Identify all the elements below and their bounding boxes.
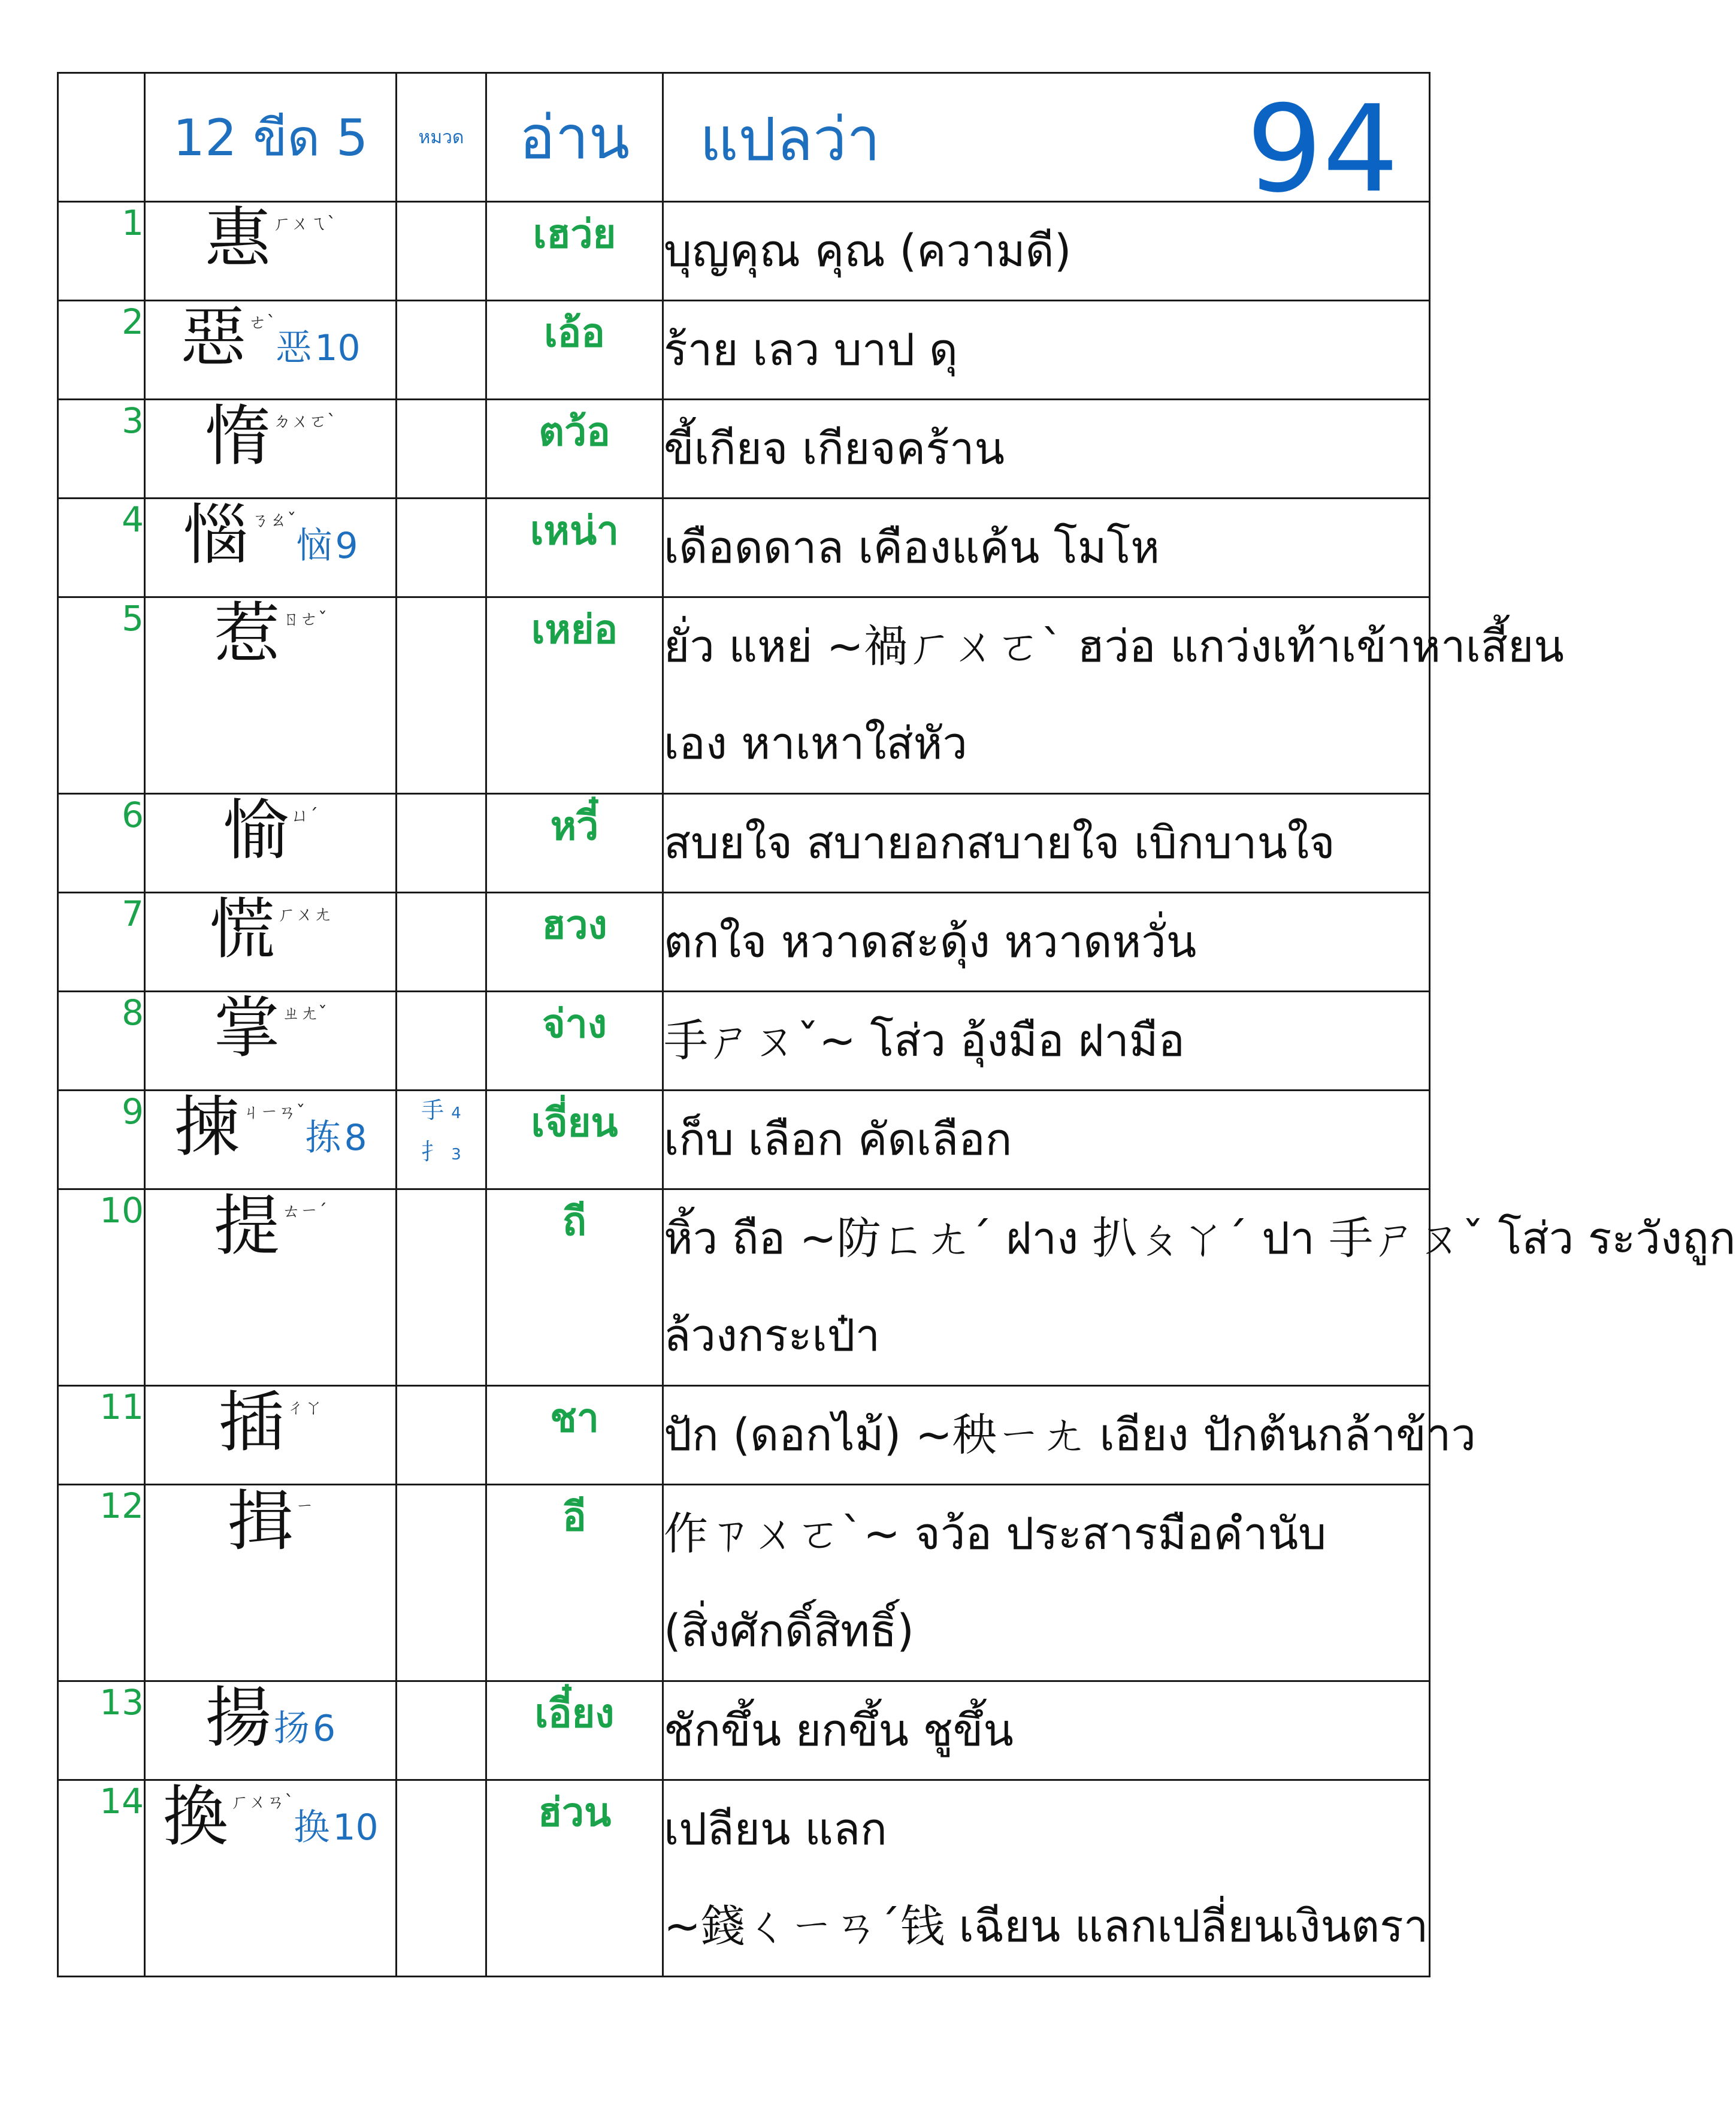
character-cell bbox=[145, 400, 397, 499]
radical-cell bbox=[397, 1386, 486, 1485]
zhuyin: ㄩˊ bbox=[291, 805, 318, 826]
table-row bbox=[58, 202, 1430, 301]
character-cell bbox=[145, 992, 397, 1091]
character-cell bbox=[145, 1386, 397, 1485]
hanzi-char: 插 bbox=[218, 1384, 285, 1461]
header-meaning: แปลว่า bbox=[700, 104, 881, 174]
header-stroke-count: 12 ขีด 5 bbox=[145, 73, 397, 202]
row-number: 3 bbox=[58, 400, 145, 499]
hanzi-char: 惱 bbox=[183, 497, 249, 573]
page-number: 94 bbox=[1246, 80, 1399, 219]
zhuyin: ㄉㄨㄛˋ bbox=[273, 411, 336, 432]
radical-cell bbox=[397, 1681, 486, 1780]
row-number: 5 bbox=[58, 597, 145, 794]
zhuyin: ㄐㄧㄢˇ bbox=[242, 1102, 306, 1123]
meaning-cell bbox=[663, 1189, 1736, 1386]
meaning-text: สบยใจ สบายอกสบายใจ เบิกบานใจ bbox=[664, 817, 1335, 869]
table-row bbox=[58, 1485, 1430, 1681]
meaning-text: ขี้เกียจ เกียจคร้าน bbox=[664, 423, 1005, 475]
row-number: 1 bbox=[58, 202, 145, 301]
radical-cell bbox=[397, 1189, 486, 1386]
hanzi-char: 惰 bbox=[205, 398, 271, 475]
row-number: 9 bbox=[58, 1091, 145, 1189]
table-row bbox=[58, 992, 1430, 1091]
simplified-strokes: 6 bbox=[312, 1708, 336, 1750]
table-row bbox=[58, 1386, 1430, 1485]
table-row bbox=[58, 400, 1430, 499]
radical-cell bbox=[397, 597, 486, 794]
character-cell bbox=[145, 202, 397, 301]
row-number: 11 bbox=[58, 1386, 145, 1485]
zhuyin: ㄊㄧˊ bbox=[282, 1201, 327, 1222]
radical-cell bbox=[397, 499, 486, 597]
character-cell bbox=[145, 499, 397, 597]
radical-cell bbox=[397, 992, 486, 1091]
reading-thai: อี bbox=[486, 1485, 663, 1681]
meaning-text-2: ล้วงกระเป๋า bbox=[664, 1310, 881, 1361]
meaning-text: 手ㄕㄡˇ~ โส่ว อุ้งมือ ฝามือ bbox=[664, 1015, 1185, 1067]
reading-thai: ตว้อ bbox=[486, 400, 663, 499]
simplified-char: 扬 bbox=[273, 1708, 310, 1750]
hanzi-char: 惠 bbox=[205, 200, 271, 277]
header-radical: หมวด bbox=[397, 73, 486, 202]
simplified-strokes: 9 bbox=[335, 525, 358, 567]
zhuyin: ㄔㄚ bbox=[286, 1397, 323, 1418]
character-cell bbox=[145, 1681, 397, 1780]
simplified-strokes: 8 bbox=[344, 1117, 367, 1159]
simplified-strokes: 10 bbox=[332, 1807, 379, 1849]
reading-thai: เอ้อ bbox=[486, 301, 663, 400]
meaning-text-2: เอง หาเหาใส่หัว bbox=[664, 718, 967, 769]
reading-thai: หวี๋ bbox=[486, 794, 663, 893]
table-row bbox=[58, 1681, 1430, 1780]
header-reading: อ่าน bbox=[486, 73, 663, 202]
radical-cell bbox=[397, 1091, 486, 1189]
character-cell bbox=[145, 1189, 397, 1386]
row-number: 6 bbox=[58, 794, 145, 893]
character-cell bbox=[145, 597, 397, 794]
simplified-char: 拣 bbox=[305, 1117, 341, 1159]
meaning-text-2: (สิ่งศักดิ์สิทธิ์) bbox=[664, 1605, 914, 1657]
row-number: 7 bbox=[58, 893, 145, 992]
zhuyin: ㄧ bbox=[295, 1496, 314, 1517]
meaning-cell bbox=[663, 992, 1430, 1091]
reading-thai: เอี๋ยง bbox=[486, 1681, 663, 1780]
meaning-text: เปลียน แลก bbox=[664, 1804, 887, 1855]
reading-thai: เจี่ยน bbox=[486, 1091, 663, 1189]
hanzi-char: 提 bbox=[214, 1188, 280, 1264]
header-meaning-cell bbox=[663, 73, 1430, 219]
table-row bbox=[58, 1189, 1430, 1386]
header-row bbox=[58, 73, 1430, 202]
radical-cell bbox=[397, 202, 486, 301]
radical-cell bbox=[397, 1780, 486, 1977]
meaning-text: ยั่ว แหย่ ~禍ㄏㄨㄛˋ ฮว่อ แกว่งเท้าเข้าหาเสี้ยน bbox=[664, 621, 1564, 672]
vocab-table bbox=[57, 72, 1736, 1977]
row-number: 4 bbox=[58, 499, 145, 597]
reading-thai: เหน่า bbox=[486, 499, 663, 597]
meaning-text: บุญคุณ คุณ (ความดี) bbox=[664, 225, 1072, 277]
meaning-cell bbox=[663, 400, 1430, 499]
zhuyin: ㄜˋ bbox=[249, 312, 276, 333]
radical-main: 手 4 bbox=[421, 1097, 461, 1124]
table-row bbox=[58, 499, 1430, 597]
meaning-cell bbox=[663, 1780, 1430, 1977]
radical-cell bbox=[397, 400, 486, 499]
meaning-text: ปัก (ดอกไม้) ~秧ㄧㄤ เอียง ปักต้นกล้าข้าว bbox=[664, 1409, 1476, 1461]
meaning-cell bbox=[663, 1091, 1430, 1189]
meaning-text: ร้าย เลว บาป ดุ bbox=[664, 324, 958, 376]
zhuyin: ㄏㄨㄢˋ bbox=[231, 1792, 294, 1813]
character-cell bbox=[145, 1485, 397, 1681]
hanzi-char: 惹 bbox=[214, 596, 280, 672]
reading-thai: เฮว่ย bbox=[486, 202, 663, 301]
meaning-text: ชักขึ้น ยกขึ้น ชูขึ้น bbox=[664, 1705, 1014, 1756]
character-cell bbox=[145, 301, 397, 400]
meaning-text: 作ㄗㄨㄛˋ~ จว้อ ประสารมือคำนับ bbox=[664, 1508, 1327, 1560]
simplified-char: 恼 bbox=[296, 525, 332, 567]
simplified-char: 恶 bbox=[276, 327, 312, 369]
character-cell bbox=[145, 1091, 397, 1189]
simplified-strokes: 10 bbox=[314, 327, 361, 369]
row-number: 13 bbox=[58, 1681, 145, 1780]
row-number: 14 bbox=[58, 1780, 145, 1977]
meaning-cell bbox=[663, 1386, 1476, 1485]
meaning-text: เดือดดาล เคืองแค้น โมโห bbox=[664, 522, 1160, 573]
hanzi-char: 愉 bbox=[223, 792, 289, 869]
row-number: 10 bbox=[58, 1189, 145, 1386]
zhuyin: ㄏㄨㄤ bbox=[277, 904, 332, 925]
table-row bbox=[58, 1091, 1430, 1189]
meaning-text: ตกใจ หวาดสะดุ้ง หวาดหวั่น bbox=[664, 916, 1197, 968]
zhuyin: ㄓㄤˇ bbox=[282, 1003, 327, 1024]
radical-alt: 扌 3 bbox=[421, 1138, 461, 1165]
zhuyin: ㄋㄠˇ bbox=[251, 510, 297, 531]
hanzi-char: 換 bbox=[162, 1778, 229, 1855]
radical-cell bbox=[397, 893, 486, 992]
table-row bbox=[58, 301, 1430, 400]
meaning-text: เก็บ เลือก คัดเลือก bbox=[664, 1114, 1012, 1165]
character-cell bbox=[145, 1780, 397, 1977]
hanzi-char: 揖 bbox=[227, 1483, 294, 1560]
table-row bbox=[58, 794, 1430, 893]
hanzi-char: 惡 bbox=[180, 299, 247, 376]
meaning-cell bbox=[663, 597, 1564, 794]
zhuyin: ㄖㄜˇ bbox=[282, 609, 327, 630]
reading-thai: ฮวง bbox=[486, 893, 663, 992]
table-row bbox=[58, 893, 1430, 992]
reading-thai: ฮ่วน bbox=[486, 1780, 663, 1977]
table-row bbox=[58, 597, 1430, 794]
meaning-cell bbox=[663, 794, 1430, 893]
meaning-cell bbox=[663, 301, 1430, 400]
meaning-text-2: ~錢ㄑㄧㄢˊ钱 เฉียน แลกเปลี่ยนเงินตรา bbox=[664, 1901, 1429, 1952]
row-number: 12 bbox=[58, 1485, 145, 1681]
hanzi-char: 揀 bbox=[174, 1089, 240, 1165]
radical-cell bbox=[397, 1485, 486, 1681]
reading-thai: ถี bbox=[486, 1189, 663, 1386]
row-number: 2 bbox=[58, 301, 145, 400]
meaning-cell bbox=[663, 499, 1430, 597]
radical-cell bbox=[397, 794, 486, 893]
simplified-char: 换 bbox=[294, 1807, 330, 1849]
meaning-text: หิ้ว ถือ ~防ㄈㄤˊ ฝาง 扒ㄆㄚˊ ปา 手ㄕㄡˇ โส่ว ระวังถูก bbox=[664, 1213, 1736, 1264]
meaning-cell bbox=[663, 893, 1430, 992]
header-num-cell bbox=[58, 73, 145, 202]
character-cell bbox=[145, 893, 397, 992]
reading-thai: ชา bbox=[486, 1386, 663, 1485]
zhuyin: ㄏㄨㄟˋ bbox=[273, 213, 336, 234]
meaning-cell bbox=[663, 1681, 1430, 1780]
reading-thai: จ่าง bbox=[486, 992, 663, 1091]
hanzi-char: 慌 bbox=[209, 891, 276, 968]
reading-thai: เหย่อ bbox=[486, 597, 663, 794]
hanzi-char: 揚 bbox=[205, 1680, 271, 1756]
meaning-cell bbox=[663, 1485, 1430, 1681]
character-cell bbox=[145, 794, 397, 893]
row-number: 8 bbox=[58, 992, 145, 1091]
hanzi-char: 掌 bbox=[214, 990, 280, 1067]
table-row bbox=[58, 1780, 1430, 1977]
radical-cell bbox=[397, 301, 486, 400]
